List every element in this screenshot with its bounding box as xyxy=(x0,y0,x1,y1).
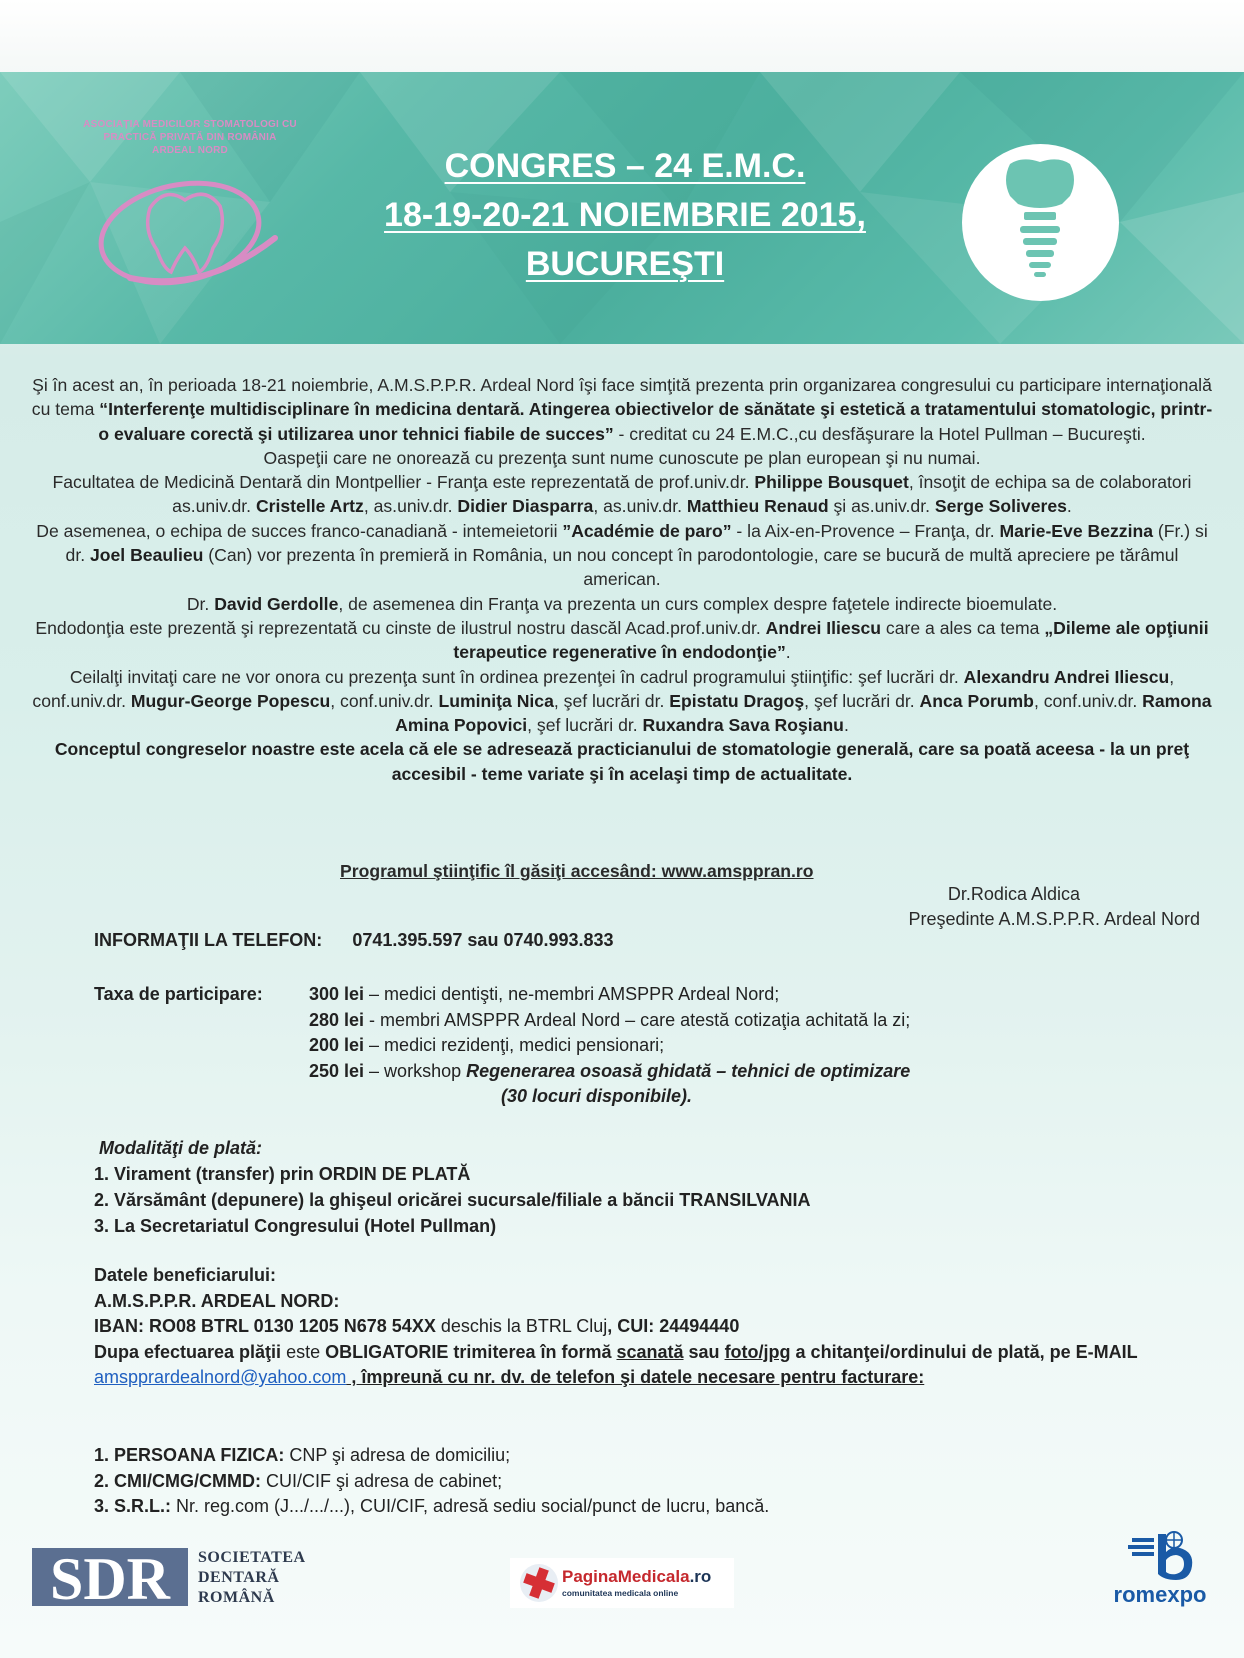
payment-item: 3. La Secretariatul Congresului (Hotel Pullman) xyxy=(94,1216,497,1236)
paro-text: (Fr.) si dr. xyxy=(65,520,1208,566)
entity-text: CUI/CIF şi adresa de cabinet; xyxy=(260,1470,503,1491)
tooth-swirl-logo-icon xyxy=(95,168,285,298)
speaker-name: Andrei Iliescu xyxy=(765,617,882,638)
montpellier-text: şi as.univ.dr. xyxy=(828,496,935,517)
invoice-entity-row xyxy=(94,1443,769,1469)
sdr-name-line: ROMÂNĂ xyxy=(198,1589,275,1606)
speaker-name: Ruxandra Sava Roşianu xyxy=(642,715,844,736)
fees-list xyxy=(309,982,910,1110)
fee-amount: 200 lei xyxy=(309,1035,365,1055)
sdr-mark: SDR xyxy=(49,1548,171,1606)
association-name-line: ARDEAL NORD xyxy=(152,145,228,156)
signature-name: Dr.Rodica Aldica xyxy=(947,884,1080,904)
others-text: , conf.univ.dr. xyxy=(32,666,1175,711)
gerdolle-text: , de asemenea din Franţa va prezenta un curs complex despre faţetele indirecte bioemulate. xyxy=(338,593,1058,614)
speaker-name: Epistatu Dragoş xyxy=(669,690,805,711)
entity-label: 3. S.R.L.: xyxy=(94,1496,172,1516)
title-line-congress: CONGRES – 24 E.M.C. xyxy=(444,147,806,185)
invoice-entity-row xyxy=(94,1469,769,1495)
academy-name: ”Académie de paro” xyxy=(562,520,732,541)
beneficiary-iban: IBAN: RO08 BTRL 0130 1205 N678 54XX xyxy=(94,1316,436,1336)
workshop-seats-note: (30 locuri disponibile). xyxy=(501,1086,693,1106)
payment-methods xyxy=(94,1135,811,1239)
invoice-data-list xyxy=(94,1443,769,1520)
fee-row xyxy=(309,1059,910,1085)
phone-label: INFORMAŢII LA TELEFON: xyxy=(94,930,323,950)
others-text: , şef lucrări dr. xyxy=(553,690,670,711)
concept-statement: Conceptul congreselor noastre este acela că ele se adresează practicianului de stomatologie generală, care sa poată aceesa - la un preţ accesibil - teme variate şi în acelaşi timp de actualitate. xyxy=(54,739,1190,784)
beneficiary-cui: , CUI: 24494440 xyxy=(607,1316,740,1336)
congress-description xyxy=(28,373,1216,786)
signature-role: Preşedinte A.M.S.P.P.R. Ardeal Nord xyxy=(908,909,1200,929)
workshop-title: Regenerarea osoasă ghidată – tehnici de optimizare xyxy=(466,1060,911,1081)
payment-item: 1. Virament (transfer) prin ORDIN DE PLATĂ xyxy=(94,1164,471,1184)
punctuation: . xyxy=(1066,496,1072,517)
invoice-entity-row xyxy=(94,1494,769,1520)
paro-text: (Can) vor prezenta în premieră in România, un nou concept în parodontologie, care se bucură de multă apreciere pe tărâmul american. xyxy=(203,545,1179,590)
speaker-name: Didier Diasparra xyxy=(457,496,594,517)
entity-label: 1. PERSOANA FIZICA: xyxy=(94,1445,285,1465)
phone-numbers[interactable]: 0741.395.597 sau 0740.993.833 xyxy=(352,930,614,950)
fee-desc: - membri AMSPPR Ardeal Nord – care atestă cotizaţia achitată la zi; xyxy=(364,1009,911,1030)
paro-text: De asemenea, o echipa de succes franco-canadiană - intemeietorii xyxy=(36,520,563,541)
sdr-name-line: DENTARĂ xyxy=(198,1569,280,1586)
fee-row xyxy=(309,1008,910,1034)
fee-amount: 250 lei xyxy=(309,1060,365,1081)
endo-text: Endodonţia este prezentă şi reprezentată cu cinste de ilustrul nostru dascăl Acad.prof.univ.dr. xyxy=(35,617,766,638)
beneficiary-note: foto/jpg xyxy=(724,1341,791,1362)
speaker-name: Serge Soliveres xyxy=(934,496,1067,517)
congress-title xyxy=(305,142,945,289)
punctuation: . xyxy=(843,715,849,736)
fee-desc: – medici dentişti, ne-membri AMSPPR Ardeal Nord; xyxy=(364,984,780,1004)
title-line-city: BUCUREŞTI xyxy=(525,245,725,283)
entity-text: CNP şi adresa de domiciliu; xyxy=(284,1445,511,1465)
fee-amount: 280 lei xyxy=(309,1009,365,1030)
intro-text: Şi în acest an, în perioada 18-21 noiembrie, A.M.S.P.P.R. Ardeal Nord îşi face simţită prezenta prin organizarea congresului cu participare internaţională cu tema xyxy=(31,375,1212,420)
others-text: , şef lucrări dr. xyxy=(804,690,920,711)
sdr-logo-icon xyxy=(32,1548,188,1606)
program-link[interactable]: Programul ştiinţific îl găsiţi accesând: www.amsppran.ro xyxy=(340,861,814,881)
fee-amount: 300 lei xyxy=(309,984,365,1004)
dental-implant-icon xyxy=(962,144,1119,301)
beneficiary-note: scanată xyxy=(616,1341,684,1362)
fee-row xyxy=(309,982,910,1008)
email-link[interactable]: amspprardealnord@yahoo.com xyxy=(94,1367,347,1387)
beneficiary-bank: deschis la BTRL Cluj xyxy=(435,1316,608,1336)
paro-text: - la Aix-en-Provence – Franţa, dr. xyxy=(731,520,1000,541)
beneficiary-note: Dupa efectuarea plăţii xyxy=(94,1341,282,1362)
speaker-name: Luminiţa Nica xyxy=(438,690,554,711)
pm-name-main: PaginaMedicala xyxy=(562,1567,690,1586)
romexpo-logo xyxy=(1094,1530,1226,1610)
others-text: Ceilalţi invitaţi care ne vor onora cu prezenţa sunt în ordinea prezenţei în cadrul programului ştiinţific: şef lucrări dr. xyxy=(69,666,964,687)
others-text: , conf.univ.dr. xyxy=(330,690,439,711)
beneficiary-note: este xyxy=(281,1341,326,1362)
beneficiary-name: A.M.S.P.P.R. ARDEAL NORD: xyxy=(94,1290,340,1311)
guests-intro: Oaspeţii care ne onorează cu prezenţa sunt nume cunoscute pe plan european şi nu numai. xyxy=(263,447,981,468)
speaker-name: Philippe Bousquet xyxy=(754,472,909,493)
speaker-name: Joel Beaulieu xyxy=(89,545,204,566)
beneficiary-note: sau xyxy=(683,1341,725,1362)
beneficiary-note: a chitanţei/ordinului de plată, pe E-MAIL xyxy=(790,1341,1138,1362)
others-text: , conf.univ.dr. xyxy=(1033,690,1143,711)
speaker-name: Matthieu Renaud xyxy=(686,496,829,517)
gerdolle-text: Dr. xyxy=(186,593,215,614)
lecture-title: „Dileme ale opţiunii terapeutice regenerative în endodonţie” xyxy=(453,617,1209,663)
association-name xyxy=(60,118,320,157)
association-name-line: PRACTICĂ PRIVATĂ DIN ROMÂNIA xyxy=(103,132,277,143)
implant-graphic xyxy=(962,144,1119,301)
beneficiary-section xyxy=(94,1263,1204,1391)
punctuation: . xyxy=(785,642,791,663)
speaker-name: Ramona Amina Popovici xyxy=(395,690,1212,736)
fees-label: Taxa de participare: xyxy=(94,984,263,1004)
phone-info xyxy=(94,930,614,951)
beneficiary-note: , împreună cu nr. dv. de telefon şi datele necesare pentru facturare: xyxy=(346,1367,925,1387)
speaker-name: Cristelle Artz xyxy=(255,496,364,517)
fee-row xyxy=(309,1033,910,1059)
title-line-dates: 18-19-20-21 NOIEMBRIE 2015, xyxy=(384,196,866,234)
speaker-name: Alexandru Andrei Iliescu xyxy=(963,666,1170,687)
endo-text: care a ales ca tema xyxy=(881,617,1045,638)
speaker-name: David Gerdolle xyxy=(214,593,339,614)
entity-text: Nr. reg.com (J.../.../...), CUI/CIF, adresă sediu social/punct de lucru, bancă. xyxy=(171,1496,770,1516)
sdr-name-line: SOCIETATEA xyxy=(198,1549,306,1566)
signature-block xyxy=(909,882,1201,932)
association-logo-block xyxy=(60,118,320,308)
beneficiary-note: OBLIGATORIE trimiterea în formă xyxy=(325,1341,617,1362)
pm-name-tld: .ro xyxy=(689,1567,712,1586)
paginamedicala-name xyxy=(562,1567,711,1587)
speaker-name: Anca Porumb xyxy=(919,690,1034,711)
beneficiary-title: Datele beneficiarului: xyxy=(94,1265,277,1285)
sdr-name xyxy=(198,1548,306,1608)
fee-desc: – workshop xyxy=(364,1060,467,1081)
fee-desc: – medici rezidenţi, medici pensionari; xyxy=(364,1035,665,1055)
montpellier-text: , as.univ.dr. xyxy=(593,496,687,517)
others-text: , şef lucrări dr. xyxy=(527,715,643,736)
speaker-name: Marie-Eve Bezzina xyxy=(999,520,1154,541)
payment-item: 2. Vărsământ (depunere) la ghişeul oricărei sucursale/filiale a băncii TRANSILVANIA xyxy=(94,1190,811,1210)
montpellier-text: Facultatea de Medicină Dentară din Montpellier - Franţa este reprezentată de prof.univ.dr. xyxy=(52,472,755,493)
payment-title: Modalităţi de plată: xyxy=(99,1138,263,1158)
medical-cross-icon xyxy=(516,1560,562,1606)
speaker-name: Mugur-George Popescu xyxy=(130,690,331,711)
romexpo-emblem-icon xyxy=(1094,1530,1226,1584)
paginamedicala-tagline: comunitatea medicala online xyxy=(562,1588,679,1598)
paginamedicala-logo xyxy=(510,1558,734,1608)
romexpo-name: romexpo xyxy=(1113,1582,1207,1607)
montpellier-text: , însoţit de echipa sa de colaboratori as.univ.dr. xyxy=(172,472,1192,517)
congress-theme: “Interferenţe multidisciplinare în medicina dentară. Atingerea obiectivelor de sănătate şi estetică a tratamentului stomatologic, printr-o evaluare corectă şi utilizarea unor tehnici fiabile de succes” xyxy=(98,399,1213,444)
entity-label: 2. CMI/CMG/CMMD: xyxy=(94,1470,261,1491)
association-name-line: ASOCIAȚIA MEDICILOR STOMATOLOGI CU xyxy=(83,119,297,130)
intro-credit: - creditat cu 24 E.M.C.,cu desfăşurare la Hotel Pullman – Bucureşti. xyxy=(613,423,1146,444)
montpellier-text: , as.univ.dr. xyxy=(363,496,458,517)
